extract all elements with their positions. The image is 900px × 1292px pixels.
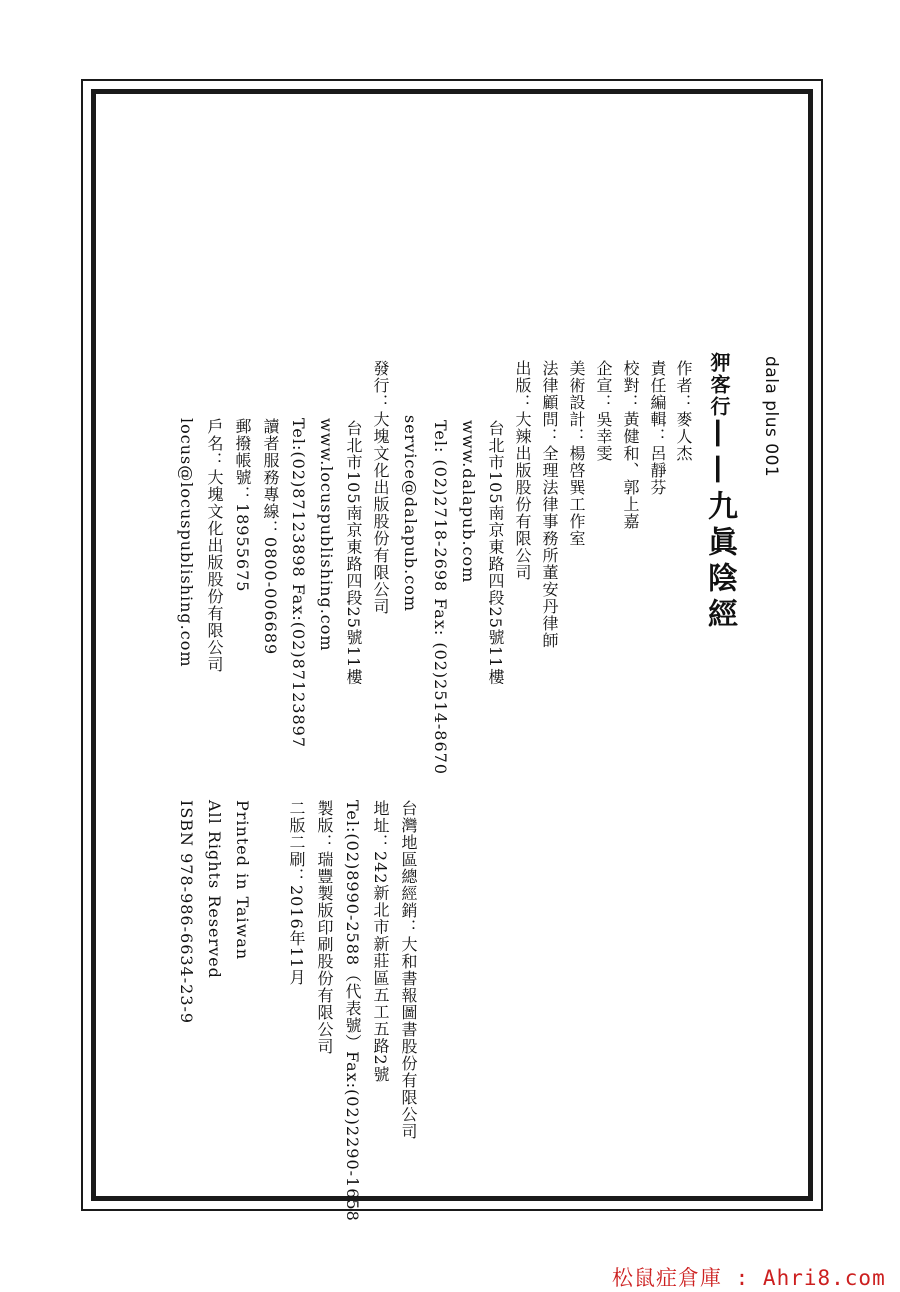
general-distributor-phone: Tel:(02)8990-2588（代表號）Fax:(02)2290-1658: [343, 800, 362, 1222]
rights-reserved: All Rights Reserved: [205, 800, 224, 979]
general-distributor-address: 地址：242新北市新莊區五工五路2號: [371, 800, 390, 1083]
postal-account: 郵撥帳號：18955675: [233, 418, 252, 593]
page-border-inner: [91, 89, 813, 1201]
credit-proofreader: 校對：黃健和、郭上嘉: [621, 360, 640, 530]
credit-editor: 責任編輯：呂靜芬: [648, 360, 667, 496]
isbn: ISBN 978-986-6634-23-9: [177, 800, 196, 1025]
publisher-email: service@dalapub.com: [401, 415, 420, 612]
title-prefix: 狎客行: [707, 352, 731, 418]
title-name: 九眞陰經: [702, 490, 737, 634]
credit-publicity: 企宣：吳幸雯: [594, 360, 613, 462]
distributor-address: 台北市105南京東路四段25號11樓: [344, 420, 363, 686]
credit-legal: 法律顧問：全理法律事務所董安丹律師: [540, 360, 559, 649]
publisher-phone: Tel: (02)2718-2698 Fax: (02)2514-8670: [431, 420, 450, 776]
reader-service-line: 讀者服務專線：0800-006689: [261, 418, 280, 656]
plate-making: 製版：瑞豐製版印刷股份有限公司: [315, 800, 334, 1055]
distributor-email: locus@locuspublishing.com: [177, 418, 196, 668]
general-distributor: 台灣地區總經銷：大和書報圖書股份有限公司: [399, 800, 418, 1140]
title-dash: ——: [702, 418, 737, 490]
series-label: dala plus 001: [761, 356, 781, 478]
distributor-phone: Tel:(02)87123898 Fax:(02)87123897: [289, 418, 308, 749]
printed-in: Printed in Taiwan: [233, 800, 252, 961]
credit-author: 作者：麥人杰: [674, 360, 693, 462]
credit-art-design: 美術設計：楊啓巽工作室: [567, 360, 586, 547]
credit-publisher: 出版：大辣出版股份有限公司: [513, 360, 532, 581]
edition-printing: 二版二刷：2016年11月: [287, 800, 306, 987]
distributor-website: www.locuspublishing.com: [317, 418, 336, 652]
account-holder: 戶名：大塊文化出版股份有限公司: [205, 418, 224, 673]
footer-watermark: 松鼠症倉庫 : Ahri8.com: [612, 1266, 886, 1290]
publisher-website: www.dalapub.com: [459, 420, 478, 584]
book-title: [697, 352, 741, 634]
publisher-address: 台北市105南京東路四段25號11樓: [486, 420, 505, 686]
credit-distributor: 發行：大塊文化出版股份有限公司: [371, 360, 390, 615]
